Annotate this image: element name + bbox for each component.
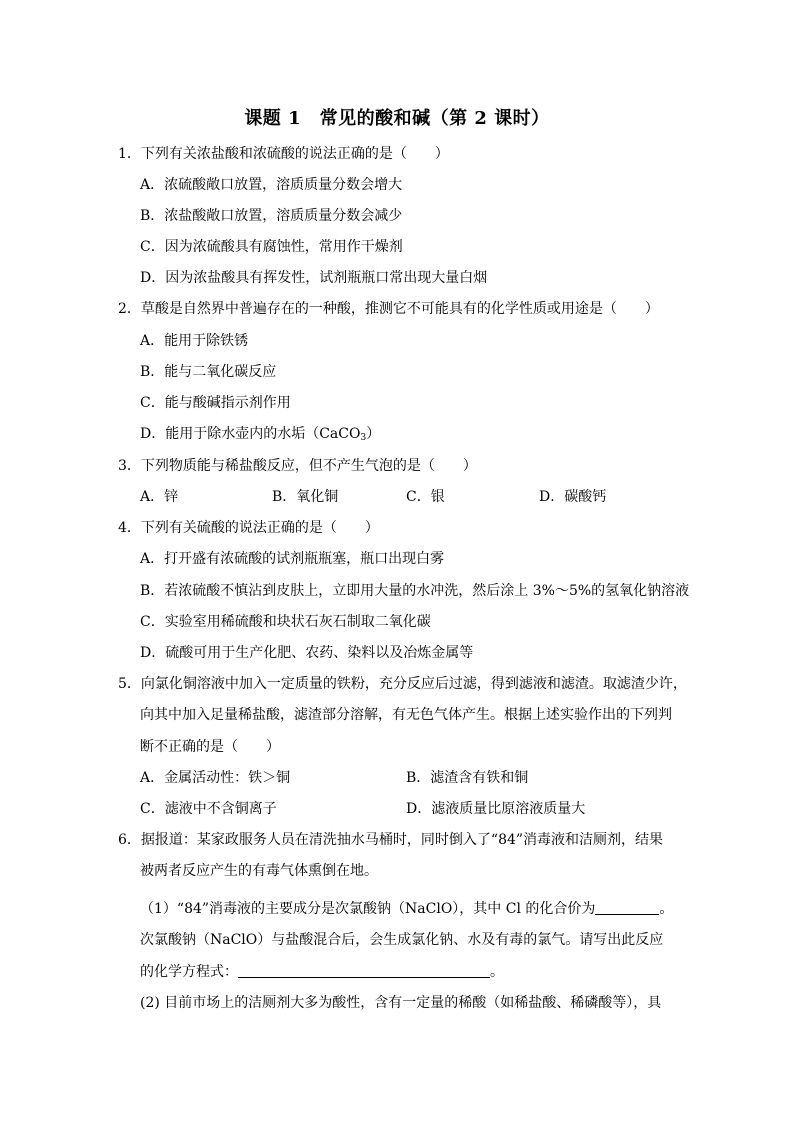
q2-option-c: C．能与酸碱指示剂作用: [140, 395, 291, 411]
q4-stem: 4．下列有关硫酸的说法正确的是（ ）: [118, 520, 379, 536]
page-title: 课题 1 常见的酸和碱（第 2 课时）: [244, 108, 550, 129]
q6-part1-line-2: 次氯酸钠（NaClO）与盐酸混合后，会生成氯化钠、水及有毒的氯气。请写出此反应: [140, 932, 664, 948]
q1-option-b: B．浓盐酸敞口放置，溶质质量分数会减少: [140, 208, 403, 224]
q1-stem: 1．下列有关浓盐酸和浓硫酸的说法正确的是（ ）: [118, 146, 449, 162]
q2-option-d-text: D．能用于除水壶内的水垢（CaCO: [140, 426, 361, 442]
q3-option-c: C．银: [406, 489, 445, 505]
q6-part1-line-1-end: 。: [659, 901, 674, 917]
q3-stem: 3．下列物质能与稀盐酸反应，但不产生气泡的是（ ）: [118, 458, 477, 474]
q3-option-d: D．碳酸钙: [539, 489, 607, 505]
q4-option-a: A．打开盛有浓硫酸的试剂瓶瓶塞，瓶口出现白雾: [140, 551, 445, 567]
q5-option-a: A．金属活动性：铁＞铜: [140, 770, 291, 786]
q6-part1-line-1: [140, 899, 673, 919]
q5-stem-line-2: 向其中加入足量稀盐酸，滤渣部分溶解，有无色气体产生。根据上述实验作出的下列判: [140, 707, 672, 723]
q6-part1-line-3: [140, 962, 504, 982]
q3-option-b: B．氧化铜: [272, 489, 339, 505]
q6-part1-line-3-end: 。: [490, 964, 504, 980]
q2-option-d: [140, 424, 380, 448]
q1-option-a: A．浓硫酸敞口放置，溶质质量分数会增大: [140, 177, 403, 193]
q2-option-b: B．能与二氧化碳反应: [140, 364, 277, 380]
q6-part1-line-1-text: （1）“84”消毒液的主要成分是次氯酸钠（NaClO），其中 Cl 的化合价为: [140, 901, 596, 917]
q5-stem-line-3: 断不正确的是（ ）: [140, 739, 280, 755]
q5-stem-line-1: 5．向氯化铜溶液中加入一定质量的铁粉，充分反应后过滤，得到滤液和滤渣。取滤渣少许，: [118, 676, 687, 692]
q6-answer-blank-valence[interactable]: [595, 900, 659, 915]
q4-option-c: C．实验室用稀硫酸和块状石灰石制取二氧化碳: [140, 614, 431, 630]
q4-option-d: D．硫酸可用于生产化肥、农药、染料以及冶炼金属等: [140, 645, 474, 661]
q6-part1-line-3-text: 的化学方程式：: [140, 964, 238, 980]
q5-option-d: D．滤液质量比原溶液质量大: [406, 801, 586, 817]
q2-stem: 2．草酸是自然界中普遍存在的一种酸，推测它不可能具有的化学性质或用途是（ ）: [118, 301, 659, 317]
q6-answer-blank-equation[interactable]: [238, 963, 490, 978]
q5-option-b: B．滤渣含有铁和铜: [406, 770, 529, 786]
q2-option-a: A．能用于除铁锈: [140, 333, 249, 349]
q6-stem-line-1: 6．据报道：某家政服务人员在清洗抽水马桶时，同时倒入了“84”消毒液和洁厕剂，结果: [118, 832, 664, 848]
q2-option-d-close: ）: [366, 426, 381, 442]
q6-part2-line-1: (2) 目前市场上的洁厕剂大多为酸性，含有一定量的稀酸（如稀盐酸、稀磷酸等），具: [140, 995, 662, 1011]
q1-option-c: C．因为浓硫酸具有腐蚀性，常用作干燥剂: [140, 239, 403, 255]
q5-option-c: C．滤液中不含铜离子: [140, 801, 277, 817]
q1-option-d: D．因为浓盐酸具有挥发性，试剂瓶瓶口常出现大量白烟: [140, 270, 488, 286]
q4-option-b: B．若浓硫酸不慎沾到皮肤上，立即用大量的水冲洗，然后涂上 3%～5%的氢氧化钠溶液: [140, 583, 690, 599]
q6-stem-line-2: 被两者反应产生的有毒气体熏倒在地。: [140, 863, 378, 879]
q3-option-a: A．锌: [140, 489, 179, 505]
q2-option-d-subscript: 3: [360, 433, 367, 443]
